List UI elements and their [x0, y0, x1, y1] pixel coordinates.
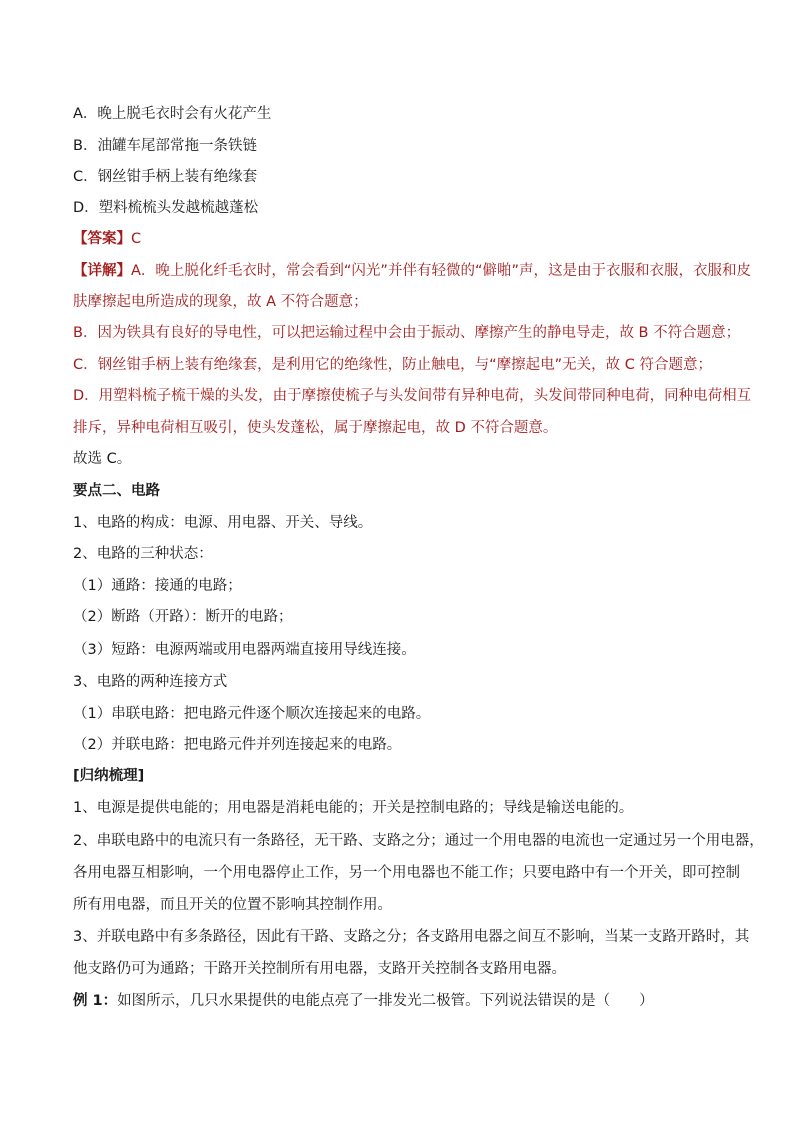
- summary-point-2b: 各用电器互相影响，一个用电器停止工作，另一个用电器也不能工作；只要电路中有一个开关，即可控制: [73, 865, 740, 881]
- section-point-3b: （2）并联电路：把电路元件并列连接起来的电路。: [73, 737, 402, 753]
- detail-d-1: D．用塑料梳子梳干燥的头发，由于摩擦使梳子与头发间带有异种电荷，头发间带同种电荷，同种电荷相互: [73, 388, 752, 404]
- section-heading: 要点二、电路: [73, 483, 160, 499]
- detail-line-1: [73, 261, 751, 281]
- section-point-2: 2、电路的三种状态：: [73, 546, 213, 562]
- option-a: A．晚上脱毛衣时会有火花产生: [73, 106, 272, 122]
- summary-point-1: 1、电源是提供电能的；用电器是消耗电能的；开关是控制电路的；导线是输送电能的。: [73, 800, 634, 816]
- summary-point-3b: 他支路仍可为通路；干路开关控制所有用电器，支路开关控制各支路用电器。: [73, 961, 566, 977]
- detail-a-text: A．晚上脱化纤毛衣时，常会看到“闪光”并伴有轻微的“僻啪”声，这是由于衣服和衣服，衣服和皮: [131, 263, 751, 279]
- answer-value: C: [131, 231, 142, 247]
- example-label: 例 1：: [73, 993, 118, 1009]
- section-point-2b: （2）断路（开路）：断开的电路；: [73, 609, 293, 625]
- detail-c: C．钢丝钳手柄上装有绝缘套，是利用它的绝缘性，防止触电，与“摩擦起电”无关，故 C 符合题意；: [73, 357, 712, 373]
- answer-line: [73, 229, 141, 249]
- option-d: D．塑料梳梳头发越梳越蓬松: [73, 200, 259, 216]
- summary-point-2c: 所有用电器，而且开关的位置不影响其控制作用。: [73, 897, 392, 913]
- example-line: [73, 991, 654, 1011]
- summary-point-2a: 2、串联电路中的电流只有一条路径，无干路、支路之分；通过一个用电器的电流也一定通过另一个用电器，: [73, 833, 764, 849]
- detail-tag: 【详解】: [73, 263, 131, 279]
- section-point-2a: （1）通路：接通的电路；: [73, 578, 242, 594]
- detail-d-2: 排斥，异种电荷相互吸引，使头发蓬松，属于摩擦起电，故 D 不符合题意。: [73, 420, 558, 436]
- option-c: C．钢丝钳手柄上装有绝缘套: [73, 169, 258, 185]
- section-point-3a: （1）串联电路：把电路元件逐个顺次连接起来的电路。: [73, 706, 431, 722]
- section-point-2c: （3）短路：电源两端或用电器两端直接用导线连接。: [73, 642, 416, 658]
- answer-tag: 【答案】: [73, 231, 131, 247]
- option-b: B．油罐车尾部常拖一条铁链: [73, 138, 257, 154]
- example-text: 如图所示，几只水果提供的电能点亮了一排发光二极管。下列说法错误的是（ ）: [117, 993, 654, 1009]
- section-point-3: 3、电路的两种连接方式: [73, 674, 228, 690]
- detail-b: B．因为铁具有良好的导电性，可以把运输过程中会由于振动、摩擦产生的静电导走，故 B 不符合题意；: [73, 325, 741, 341]
- summary-point-3a: 3、并联电路中有多条路径，因此有干路、支路之分；各支路用电器之间互不影响，当某一支路开路时，其: [73, 929, 750, 945]
- summary-heading: [归纳梳理]: [73, 768, 145, 784]
- section-point-1: 1、电路的构成：电源、用电器、开关、导线。: [73, 515, 373, 531]
- conclusion: 故选 C。: [73, 451, 132, 467]
- detail-line-2: 肤摩擦起电所造成的现象，故 A 不符合题意；: [73, 294, 368, 310]
